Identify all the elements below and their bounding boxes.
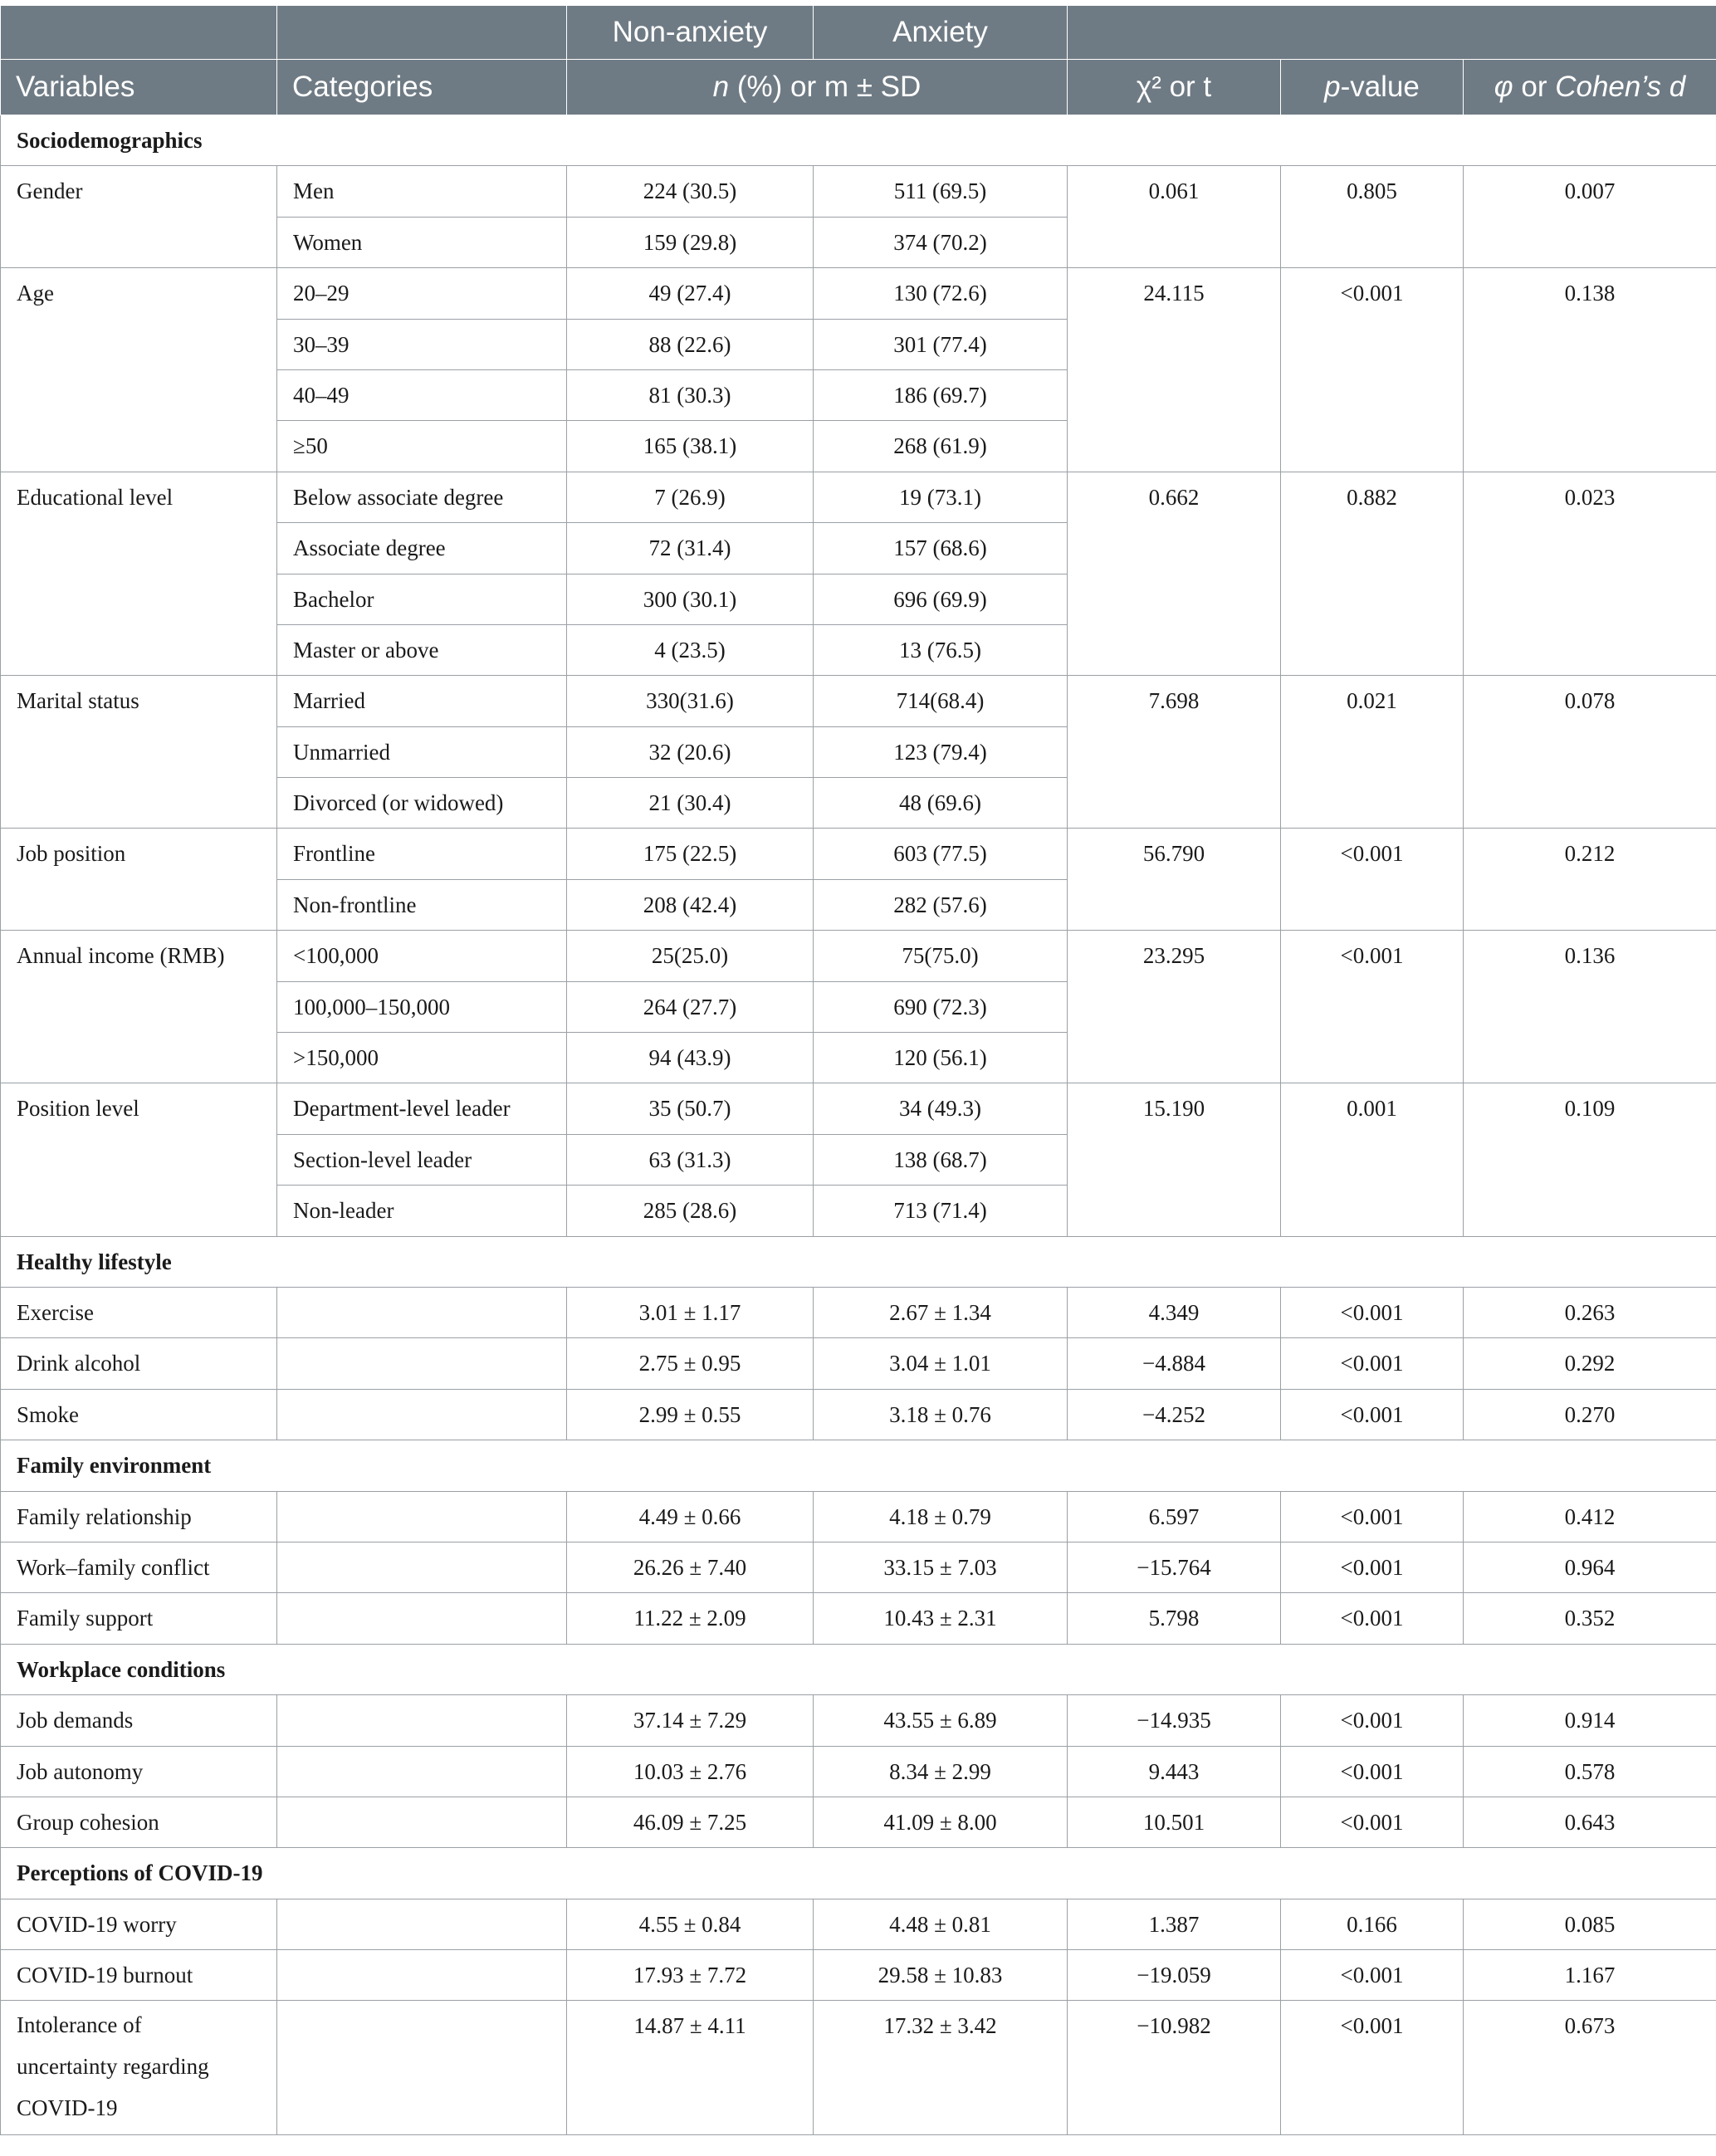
- effect-size-cell: [1464, 523, 1716, 574]
- non-anxiety-cell: 4 (23.5): [567, 624, 814, 675]
- table-row: [1, 981, 1716, 1032]
- category-cell: Bachelor: [277, 574, 567, 624]
- stat-cell: −14.935: [1068, 1695, 1281, 1746]
- effect-size-cell: 0.109: [1464, 1083, 1716, 1134]
- variable-cell: [1, 778, 277, 829]
- stat-cell: 24.115: [1068, 268, 1281, 319]
- anxiety-cell: 690 (72.3): [814, 981, 1068, 1032]
- table-row: [1, 217, 1716, 267]
- category-cell: Married: [277, 676, 567, 726]
- stat-cell: [1068, 879, 1281, 930]
- effect-size-cell: [1464, 879, 1716, 930]
- variable-cell: Job autonomy: [1, 1746, 277, 1797]
- header-p-rest: -value: [1340, 71, 1420, 103]
- section-heading: Healthy lifestyle: [1, 1236, 1716, 1287]
- anxiety-cell: 138 (68.7): [814, 1134, 1068, 1185]
- p-value-cell: [1281, 574, 1464, 624]
- stat-cell: 56.790: [1068, 829, 1281, 879]
- non-anxiety-cell: 330(31.6): [567, 676, 814, 726]
- variable-cell: Exercise: [1, 1287, 277, 1337]
- non-anxiety-cell: 224 (30.5): [567, 166, 814, 217]
- p-value-cell: [1281, 217, 1464, 267]
- variable-cell: [1, 319, 277, 369]
- non-anxiety-cell: 26.26 ± 7.40: [567, 1542, 814, 1592]
- p-value-cell: <0.001: [1281, 1491, 1464, 1542]
- variable-cell: Marital status: [1, 676, 277, 726]
- table-body: [1, 115, 1716, 2135]
- table-row: [1, 829, 1716, 879]
- table-row: [1, 676, 1716, 726]
- stat-cell: [1068, 1134, 1281, 1185]
- category-cell: Associate degree: [277, 523, 567, 574]
- anxiety-cell: 130 (72.6): [814, 268, 1068, 319]
- header-or: or: [1513, 71, 1556, 103]
- category-cell: 40–49: [277, 369, 567, 420]
- non-anxiety-cell: 2.75 ± 0.95: [567, 1338, 814, 1389]
- non-anxiety-cell: 72 (31.4): [567, 523, 814, 574]
- effect-size-cell: [1464, 369, 1716, 420]
- category-cell: [277, 1542, 567, 1592]
- effect-size-cell: 0.138: [1464, 268, 1716, 319]
- section-row: [1, 115, 1716, 166]
- effect-size-cell: 0.292: [1464, 1338, 1716, 1389]
- p-value-cell: <0.001: [1281, 1542, 1464, 1592]
- anxiety-cell: 41.09 ± 8.00: [814, 1797, 1068, 1847]
- effect-size-cell: 0.136: [1464, 931, 1716, 981]
- variable-cell: [1, 369, 277, 420]
- anxiety-cell: 8.34 ± 2.99: [814, 1746, 1068, 1797]
- p-value-cell: [1281, 421, 1464, 472]
- effect-size-cell: [1464, 726, 1716, 777]
- section-heading: Perceptions of COVID-19: [1, 1848, 1716, 1899]
- category-cell: [277, 1287, 567, 1337]
- table-row: [1, 1033, 1716, 1083]
- p-value-cell: <0.001: [1281, 2001, 1464, 2135]
- p-value-cell: [1281, 624, 1464, 675]
- table-row: [1, 166, 1716, 217]
- table-row: [1, 778, 1716, 829]
- effect-size-cell: 1.167: [1464, 1950, 1716, 2001]
- variable-cell: Job demands: [1, 1695, 277, 1746]
- anxiety-cell: 120 (56.1): [814, 1033, 1068, 1083]
- variable-cell: [1, 1186, 277, 1236]
- stat-cell: [1068, 319, 1281, 369]
- table-row: [1, 1695, 1716, 1746]
- table-row: [1, 369, 1716, 420]
- variable-line: Intolerance of: [17, 2012, 142, 2038]
- table-row: [1, 421, 1716, 472]
- variable-cell: Group cohesion: [1, 1797, 277, 1847]
- header-effect-size: [1464, 60, 1716, 115]
- non-anxiety-cell: 63 (31.3): [567, 1134, 814, 1185]
- category-cell: 100,000–150,000: [277, 981, 567, 1032]
- table-container: [0, 5, 1716, 2135]
- non-anxiety-cell: 21 (30.4): [567, 778, 814, 829]
- variable-cell: Work–family conflict: [1, 1542, 277, 1592]
- non-anxiety-cell: 10.03 ± 2.76: [567, 1746, 814, 1797]
- category-cell: Below associate degree: [277, 472, 567, 522]
- category-cell: [277, 1389, 567, 1440]
- p-value-cell: 0.001: [1281, 1083, 1464, 1134]
- variable-cell: [1, 2001, 277, 2135]
- stat-cell: [1068, 369, 1281, 420]
- table-row: [1, 931, 1716, 981]
- p-value-cell: <0.001: [1281, 1797, 1464, 1847]
- p-value-cell: <0.001: [1281, 931, 1464, 981]
- variable-cell: [1, 1033, 277, 1083]
- header-anxiety: Anxiety: [814, 6, 1068, 60]
- variable-cell: [1, 879, 277, 930]
- non-anxiety-cell: 37.14 ± 7.29: [567, 1695, 814, 1746]
- category-cell: >150,000: [277, 1033, 567, 1083]
- non-anxiety-cell: 4.49 ± 0.66: [567, 1491, 814, 1542]
- section-row: [1, 1848, 1716, 1899]
- table-row: [1, 624, 1716, 675]
- anxiety-cell: 301 (77.4): [814, 319, 1068, 369]
- anxiety-cell: 3.04 ± 1.01: [814, 1338, 1068, 1389]
- variable-cell: COVID-19 burnout: [1, 1950, 277, 2001]
- category-cell: [277, 1899, 567, 1949]
- table-row: [1, 1746, 1716, 1797]
- stat-cell: 5.798: [1068, 1593, 1281, 1644]
- p-value-cell: <0.001: [1281, 1338, 1464, 1389]
- non-anxiety-cell: 46.09 ± 7.25: [567, 1797, 814, 1847]
- section-heading: Family environment: [1, 1440, 1716, 1491]
- effect-size-cell: 0.578: [1464, 1746, 1716, 1797]
- table-row: [1, 1134, 1716, 1185]
- anxiety-cell: 33.15 ± 7.03: [814, 1542, 1068, 1592]
- header-stat-rest: (%) or m ± SD: [729, 71, 922, 103]
- table-header: [1, 6, 1716, 115]
- table-row: [1, 1542, 1716, 1592]
- anxiety-cell: 3.18 ± 0.76: [814, 1389, 1068, 1440]
- effect-size-cell: 0.085: [1464, 1899, 1716, 1949]
- p-value-cell: <0.001: [1281, 829, 1464, 879]
- anxiety-cell: 17.32 ± 3.42: [814, 2001, 1068, 2135]
- stat-cell: 10.501: [1068, 1797, 1281, 1847]
- non-anxiety-cell: 7 (26.9): [567, 472, 814, 522]
- stat-cell: −19.059: [1068, 1950, 1281, 2001]
- table-row: [1, 319, 1716, 369]
- category-cell: Women: [277, 217, 567, 267]
- p-value-cell: [1281, 319, 1464, 369]
- effect-size-cell: [1464, 1134, 1716, 1185]
- table-row: [1, 1950, 1716, 2001]
- table-row: [1, 726, 1716, 777]
- non-anxiety-cell: 32 (20.6): [567, 726, 814, 777]
- header-stat-type: [567, 60, 1068, 115]
- non-anxiety-cell: 17.93 ± 7.72: [567, 1950, 814, 2001]
- p-value-cell: <0.001: [1281, 1695, 1464, 1746]
- effect-size-cell: 0.023: [1464, 472, 1716, 522]
- stat-cell: [1068, 574, 1281, 624]
- p-value-cell: [1281, 523, 1464, 574]
- anxiety-cell: 75(75.0): [814, 931, 1068, 981]
- stat-cell: [1068, 523, 1281, 574]
- stat-cell: [1068, 1186, 1281, 1236]
- header-blank-2: [277, 6, 567, 60]
- stat-cell: 0.662: [1068, 472, 1281, 522]
- non-anxiety-cell: 300 (30.1): [567, 574, 814, 624]
- variable-cell: Family relationship: [1, 1491, 277, 1542]
- variable-cell: [1, 981, 277, 1032]
- variable-cell: Age: [1, 268, 277, 319]
- anxiety-cell: 157 (68.6): [814, 523, 1068, 574]
- anxiety-cell: 2.67 ± 1.34: [814, 1287, 1068, 1337]
- non-anxiety-cell: 81 (30.3): [567, 369, 814, 420]
- non-anxiety-cell: 4.55 ± 0.84: [567, 1899, 814, 1949]
- effect-size-cell: 0.964: [1464, 1542, 1716, 1592]
- anxiety-cell: 10.43 ± 2.31: [814, 1593, 1068, 1644]
- category-cell: [277, 1695, 567, 1746]
- p-value-cell: [1281, 369, 1464, 420]
- anxiety-cell: 48 (69.6): [814, 778, 1068, 829]
- variable-cell: Gender: [1, 166, 277, 217]
- table-row: [1, 268, 1716, 319]
- category-cell: [277, 1338, 567, 1389]
- p-value-cell: <0.001: [1281, 1389, 1464, 1440]
- variable-cell: Position level: [1, 1083, 277, 1134]
- anxiety-cell: 13 (76.5): [814, 624, 1068, 675]
- variable-cell: [1, 624, 277, 675]
- variable-cell: [1, 421, 277, 472]
- header-categories: Categories: [277, 60, 567, 115]
- p-value-cell: [1281, 981, 1464, 1032]
- p-value-cell: <0.001: [1281, 1593, 1464, 1644]
- non-anxiety-cell: 14.87 ± 4.11: [567, 2001, 814, 2135]
- table-row: [1, 574, 1716, 624]
- anxiety-cell: 714(68.4): [814, 676, 1068, 726]
- header-blank-1: [1, 6, 277, 60]
- category-cell: Section-level leader: [277, 1134, 567, 1185]
- non-anxiety-cell: 159 (29.8): [567, 217, 814, 267]
- effect-size-cell: 0.263: [1464, 1287, 1716, 1337]
- variable-cell: [1, 217, 277, 267]
- table-row: [1, 1797, 1716, 1847]
- category-cell: Men: [277, 166, 567, 217]
- stat-cell: [1068, 624, 1281, 675]
- effect-size-cell: 0.212: [1464, 829, 1716, 879]
- stat-cell: 4.349: [1068, 1287, 1281, 1337]
- header-non-anxiety: Non-anxiety: [567, 6, 814, 60]
- non-anxiety-cell: 25(25.0): [567, 931, 814, 981]
- stat-cell: [1068, 217, 1281, 267]
- section-heading: Workplace conditions: [1, 1644, 1716, 1694]
- anxiety-cell: 4.48 ± 0.81: [814, 1899, 1068, 1949]
- table-row: [1, 1899, 1716, 1949]
- header-p-value: [1281, 60, 1464, 115]
- non-anxiety-cell: 94 (43.9): [567, 1033, 814, 1083]
- anxiety-cell: 713 (71.4): [814, 1186, 1068, 1236]
- table-row: [1, 1491, 1716, 1542]
- category-cell: 20–29: [277, 268, 567, 319]
- category-cell: Frontline: [277, 829, 567, 879]
- effect-size-cell: [1464, 981, 1716, 1032]
- stat-cell: [1068, 1033, 1281, 1083]
- stat-cell: 9.443: [1068, 1746, 1281, 1797]
- p-value-cell: [1281, 726, 1464, 777]
- section-row: [1, 1644, 1716, 1694]
- stat-cell: [1068, 981, 1281, 1032]
- results-table: [0, 5, 1716, 2135]
- anxiety-cell: 29.58 ± 10.83: [814, 1950, 1068, 2001]
- non-anxiety-cell: 11.22 ± 2.09: [567, 1593, 814, 1644]
- variable-cell: Educational level: [1, 472, 277, 522]
- effect-size-cell: 0.078: [1464, 676, 1716, 726]
- anxiety-cell: 123 (79.4): [814, 726, 1068, 777]
- category-cell: Department-level leader: [277, 1083, 567, 1134]
- stat-cell: 7.698: [1068, 676, 1281, 726]
- variable-cell: [1, 1134, 277, 1185]
- stat-cell: [1068, 421, 1281, 472]
- stat-cell: −15.764: [1068, 1542, 1281, 1592]
- header-cohen: Cohen’s d: [1555, 71, 1686, 103]
- p-value-cell: <0.001: [1281, 1950, 1464, 2001]
- non-anxiety-cell: 264 (27.7): [567, 981, 814, 1032]
- non-anxiety-cell: 208 (42.4): [567, 879, 814, 930]
- variable-cell: Family support: [1, 1593, 277, 1644]
- effect-size-cell: [1464, 1186, 1716, 1236]
- table-row: [1, 1287, 1716, 1337]
- variable-cell: Job position: [1, 829, 277, 879]
- stat-cell: [1068, 726, 1281, 777]
- variable-line: uncertainty regarding: [17, 2054, 209, 2080]
- effect-size-cell: [1464, 574, 1716, 624]
- stat-cell: 0.061: [1068, 166, 1281, 217]
- category-cell: Non-frontline: [277, 879, 567, 930]
- effect-size-cell: 0.673: [1464, 2001, 1716, 2135]
- p-value-cell: 0.882: [1281, 472, 1464, 522]
- category-cell: Unmarried: [277, 726, 567, 777]
- anxiety-cell: 186 (69.7): [814, 369, 1068, 420]
- effect-size-cell: 0.352: [1464, 1593, 1716, 1644]
- effect-size-cell: 0.914: [1464, 1695, 1716, 1746]
- stat-cell: −10.982: [1068, 2001, 1281, 2135]
- non-anxiety-cell: 285 (28.6): [567, 1186, 814, 1236]
- anxiety-cell: 511 (69.5): [814, 166, 1068, 217]
- table-row: [1, 1593, 1716, 1644]
- non-anxiety-cell: 175 (22.5): [567, 829, 814, 879]
- section-row: [1, 1236, 1716, 1287]
- variable-cell: Annual income (RMB): [1, 931, 277, 981]
- p-value-cell: 0.166: [1281, 1899, 1464, 1949]
- non-anxiety-cell: 35 (50.7): [567, 1083, 814, 1134]
- header-chi-or-t: χ² or t: [1068, 60, 1281, 115]
- header-p: p: [1324, 71, 1341, 103]
- category-cell: 30–39: [277, 319, 567, 369]
- stat-cell: 6.597: [1068, 1491, 1281, 1542]
- category-cell: Divorced (or widowed): [277, 778, 567, 829]
- section-heading: Sociodemographics: [1, 115, 1716, 166]
- variable-cell: Drink alcohol: [1, 1338, 277, 1389]
- category-cell: [277, 1797, 567, 1847]
- p-value-cell: [1281, 1134, 1464, 1185]
- variable-line: COVID-19: [17, 2095, 118, 2121]
- effect-size-cell: [1464, 624, 1716, 675]
- table-row: [1, 472, 1716, 522]
- effect-size-cell: 0.412: [1464, 1491, 1716, 1542]
- table-row: [1, 1083, 1716, 1134]
- category-cell: [277, 1593, 567, 1644]
- effect-size-cell: [1464, 1033, 1716, 1083]
- stat-cell: [1068, 778, 1281, 829]
- non-anxiety-cell: 88 (22.6): [567, 319, 814, 369]
- p-value-cell: <0.001: [1281, 1746, 1464, 1797]
- table-row: [1, 523, 1716, 574]
- effect-size-cell: [1464, 319, 1716, 369]
- section-row: [1, 1440, 1716, 1491]
- table-row: [1, 879, 1716, 930]
- effect-size-cell: 0.007: [1464, 166, 1716, 217]
- stat-cell: 1.387: [1068, 1899, 1281, 1949]
- non-anxiety-cell: 165 (38.1): [567, 421, 814, 472]
- category-cell: Non-leader: [277, 1186, 567, 1236]
- header-phi: φ: [1494, 71, 1513, 103]
- table-row: [1, 2001, 1716, 2135]
- anxiety-cell: 696 (69.9): [814, 574, 1068, 624]
- effect-size-cell: [1464, 421, 1716, 472]
- effect-size-cell: [1464, 778, 1716, 829]
- variable-cell: [1, 726, 277, 777]
- non-anxiety-cell: 3.01 ± 1.17: [567, 1287, 814, 1337]
- variable-cell: [1, 523, 277, 574]
- category-cell: [277, 1950, 567, 2001]
- stat-cell: 15.190: [1068, 1083, 1281, 1134]
- variable-cell: COVID-19 worry: [1, 1899, 277, 1949]
- p-value-cell: [1281, 1186, 1464, 1236]
- anxiety-cell: 19 (73.1): [814, 472, 1068, 522]
- anxiety-cell: 268 (61.9): [814, 421, 1068, 472]
- table-row: [1, 1389, 1716, 1440]
- category-cell: [277, 1491, 567, 1542]
- non-anxiety-cell: 2.99 ± 0.55: [567, 1389, 814, 1440]
- category-cell: <100,000: [277, 931, 567, 981]
- stat-cell: −4.884: [1068, 1338, 1281, 1389]
- anxiety-cell: 374 (70.2): [814, 217, 1068, 267]
- anxiety-cell: 603 (77.5): [814, 829, 1068, 879]
- effect-size-cell: 0.270: [1464, 1389, 1716, 1440]
- table-row: [1, 1186, 1716, 1236]
- category-cell: Master or above: [277, 624, 567, 675]
- p-value-cell: [1281, 1033, 1464, 1083]
- category-cell: [277, 2001, 567, 2135]
- category-cell: [277, 1746, 567, 1797]
- p-value-cell: 0.805: [1281, 166, 1464, 217]
- header-variables: Variables: [1, 60, 277, 115]
- p-value-cell: [1281, 778, 1464, 829]
- non-anxiety-cell: 49 (27.4): [567, 268, 814, 319]
- variable-cell: Smoke: [1, 1389, 277, 1440]
- anxiety-cell: 282 (57.6): [814, 879, 1068, 930]
- stat-cell: −4.252: [1068, 1389, 1281, 1440]
- p-value-cell: 0.021: [1281, 676, 1464, 726]
- p-value-cell: <0.001: [1281, 1287, 1464, 1337]
- header-n: n: [712, 71, 730, 103]
- anxiety-cell: 34 (49.3): [814, 1083, 1068, 1134]
- anxiety-cell: 4.18 ± 0.79: [814, 1491, 1068, 1542]
- anxiety-cell: 43.55 ± 6.89: [814, 1695, 1068, 1746]
- category-cell: ≥50: [277, 421, 567, 472]
- table-row: [1, 1338, 1716, 1389]
- p-value-cell: [1281, 879, 1464, 930]
- header-blank-3: [1068, 6, 1716, 60]
- stat-cell: 23.295: [1068, 931, 1281, 981]
- effect-size-cell: 0.643: [1464, 1797, 1716, 1847]
- variable-cell: [1, 574, 277, 624]
- p-value-cell: <0.001: [1281, 268, 1464, 319]
- effect-size-cell: [1464, 217, 1716, 267]
